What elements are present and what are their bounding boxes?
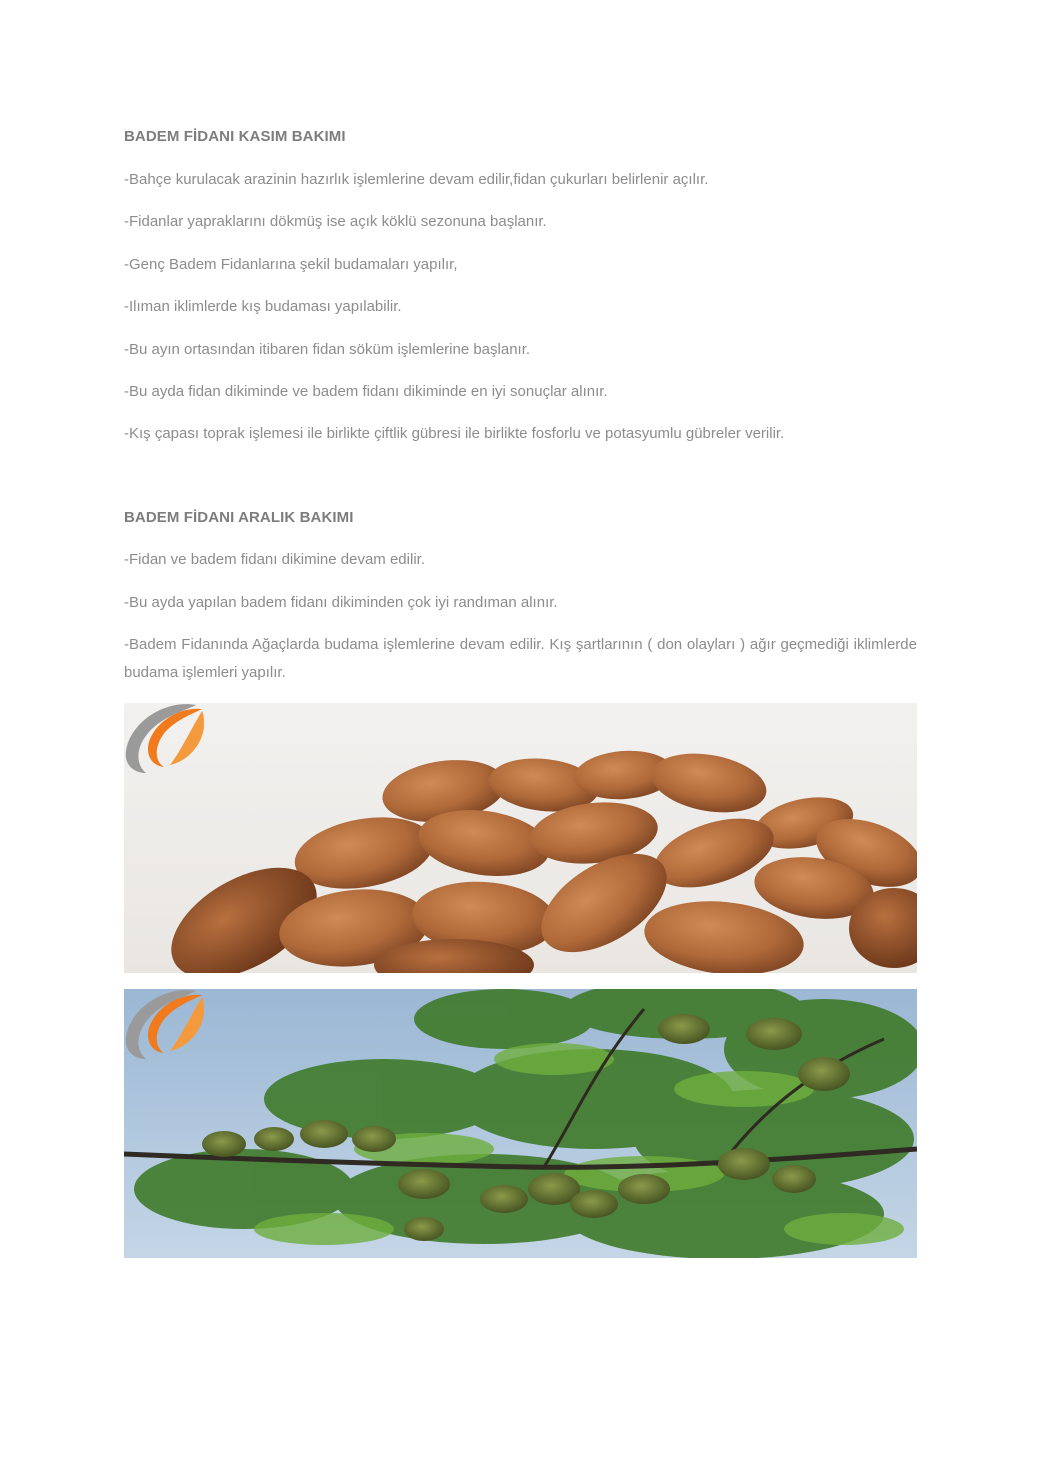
kasim-item-6: -Bu ayda fidan dikiminde ve badem fidanı dikiminde en iyi sonuçlar alınır. bbox=[124, 383, 608, 400]
aralik-item-2: -Bu ayda yapılan badem fidanı dikiminden çok iyi randıman alınır. bbox=[124, 594, 558, 611]
kasim-item-4: -Ilıman iklimlerde kış budaması yapılabilir. bbox=[124, 298, 402, 315]
aralik-item-3: -Badem Fidanında Ağaçlarda budama işlemlerine devam edilir. Kış şartlarının ( don olayları ) ağır geçmediği iklimlerde budama işlemleri yapılır. bbox=[124, 636, 917, 681]
kasim-item-2: -Fidanlar yapraklarını dökmüş ise açık köklü sezonuna başlanır. bbox=[124, 213, 547, 230]
almond-nuts-image bbox=[124, 703, 917, 973]
kasim-item-3: -Genç Badem Fidanlarına şekil budamaları yapılır, bbox=[124, 256, 458, 273]
section-title-kasim: BADEM FİDANI KASIM BAKIMI bbox=[124, 128, 346, 145]
almond-tree-image bbox=[124, 989, 917, 1258]
kasim-item-5: -Bu ayın ortasından itibaren fidan söküm işlemlerine başlanır. bbox=[124, 341, 531, 358]
section-title-aralik: BADEM FİDANI ARALIK BAKIMI bbox=[124, 509, 354, 526]
aralik-item-1: -Fidan ve badem fidanı dikimine devam edilir. bbox=[124, 551, 425, 568]
kasim-item-1: -Bahçe kurulacak arazinin hazırlık işlemlerine devam edilir,fidan çukurları belirlenir açılır. bbox=[124, 171, 709, 188]
kasim-item-7: -Kış çapası toprak işlemesi ile birlikte çiftlik gübresi ile birlikte fosforlu ve potasyumlu gübreler verilir. bbox=[124, 425, 785, 442]
